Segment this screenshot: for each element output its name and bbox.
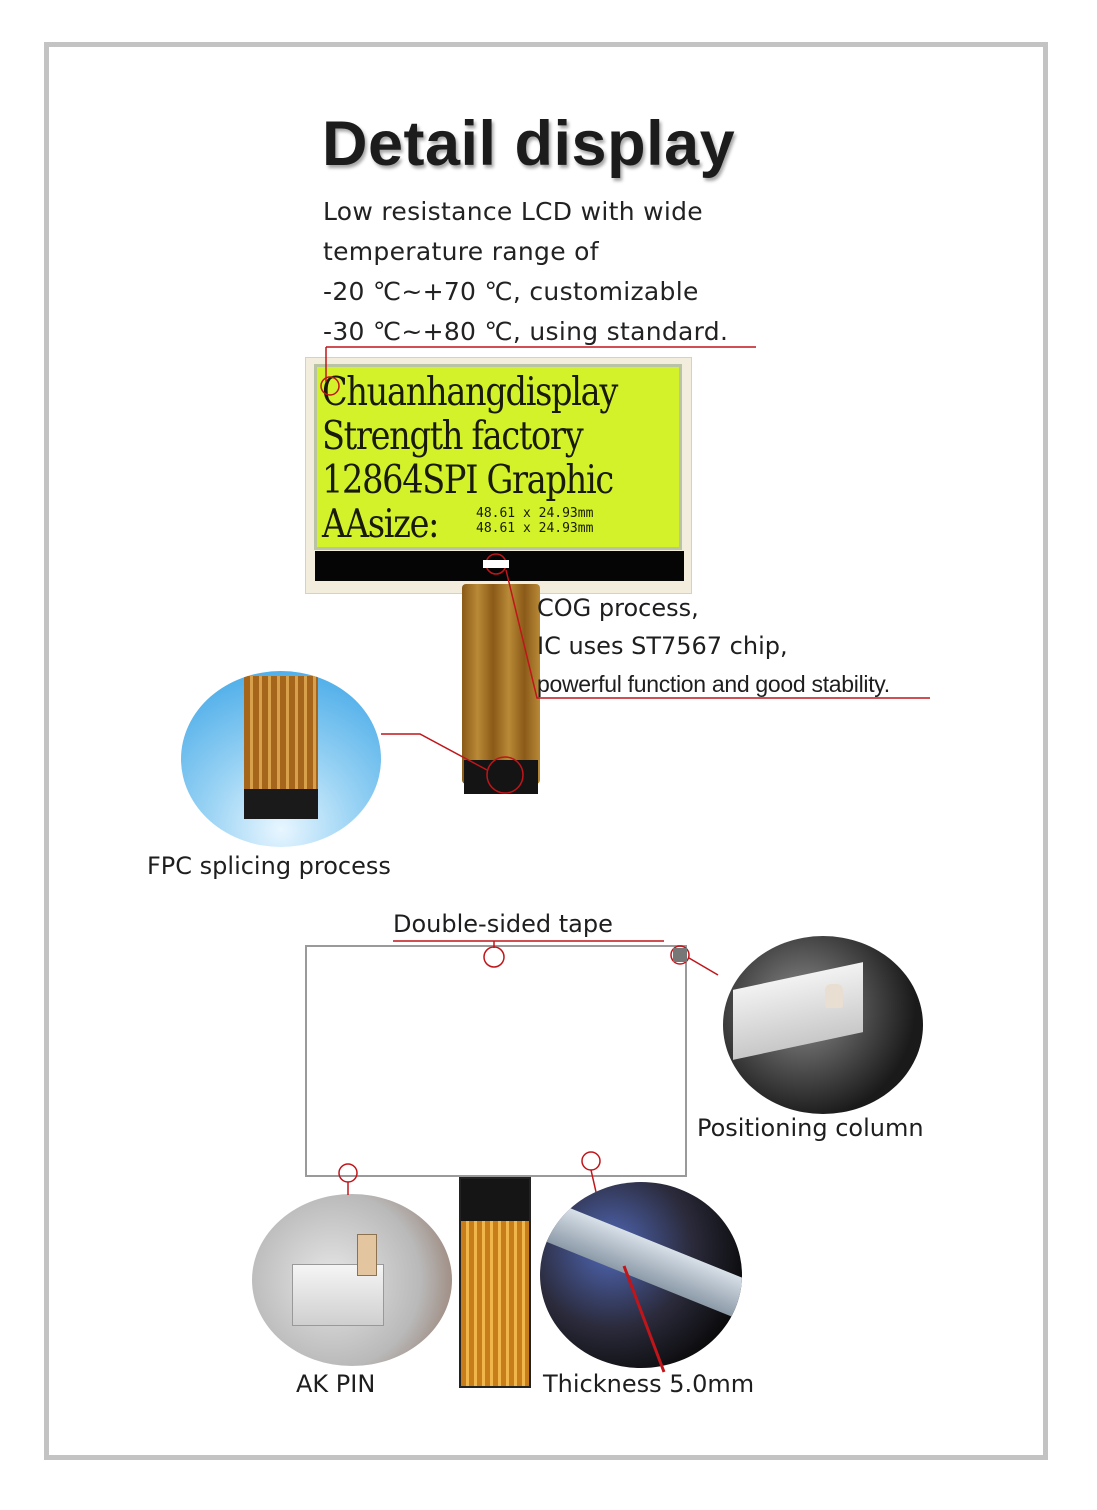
double-sided-tape-label: Double-sided tape (393, 910, 613, 938)
cog-note-line: powerful function and good stability. (537, 671, 890, 697)
cog-note-line: IC uses ST7567 chip, (537, 632, 788, 660)
positioning-column-label: Positioning column (697, 1114, 924, 1142)
callout-circle (487, 757, 523, 793)
thickness-pointer (624, 1266, 664, 1372)
description-line: temperature range of (323, 237, 599, 266)
callout-circle (321, 377, 339, 395)
callout-line (506, 570, 930, 698)
lcd-aa-value-shadow: 48.61 x 24.93mm (476, 521, 594, 536)
fpc-splicing-label: FPC splicing process (147, 852, 391, 880)
lcd-line-1: Chuanhangdisplay (322, 370, 618, 415)
callout-circle (484, 947, 504, 967)
description-line: Low resistance LCD with wide (323, 197, 703, 226)
description-line: -20 ℃~+70 ℃, customizable (323, 277, 699, 306)
cog-note-line: COG process, (537, 594, 699, 622)
lcd-aa-label: AAsize: (322, 502, 439, 547)
ak-pin-label: AK PIN (296, 1370, 376, 1398)
description-line: -30 ℃~+80 ℃, using standard. (323, 317, 729, 346)
lcd-line-2: Strength factory (322, 414, 583, 459)
callout-circle (339, 1164, 357, 1182)
thickness-label: Thickness 5.0mm (543, 1370, 755, 1398)
callout-line (689, 958, 718, 975)
page-title: Detail display (322, 109, 736, 179)
callout-circle (582, 1152, 600, 1170)
callout-line (381, 734, 487, 770)
cog-chip-marker (483, 560, 509, 568)
lcd-aa-value: 48.61 x 24.93mm (476, 506, 594, 521)
lcd-line-3: 12864SPI Graphic (322, 458, 613, 503)
positioning-column-marker (673, 948, 687, 962)
callout-line (591, 1170, 596, 1192)
